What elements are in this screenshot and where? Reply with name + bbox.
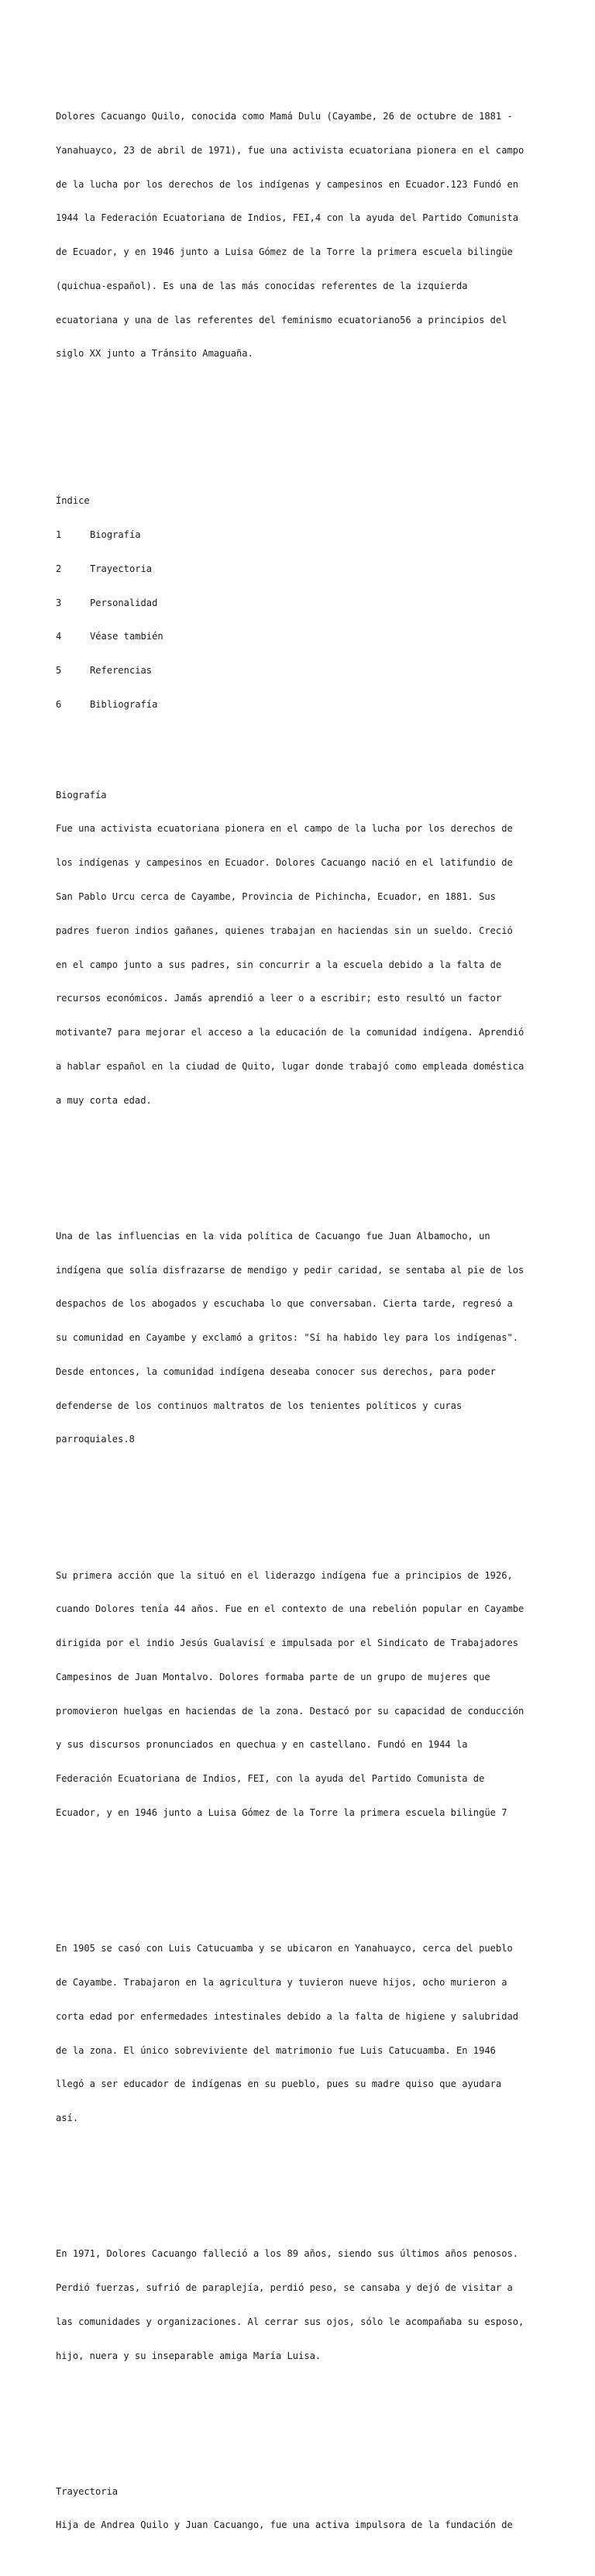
text-line: motivante7 para mejorar el acceso a la educación de la comunidad indígena. Aprendió [56, 1027, 524, 1038]
text-line: En 1971, Dolores Cacuango falleció a los 89 años, siendo sus últimos años penosos. [56, 2248, 519, 2260]
text-line: Campesinos de Juan Montalvo. Dolores formaba parte de un grupo de mujeres que [56, 1671, 490, 1682]
paragraph [56, 1920, 552, 2147]
text-line: así. [56, 2113, 79, 2124]
text-line: en el campo junto a sus padres, sin concurrir a la escuela debido a la falta de [56, 959, 502, 970]
text-line: Desde entonces, la comunidad indígena deseaba conocer sus derechos, para poder [56, 1365, 496, 1377]
text-line: cuando Dolores tenía 44 años. Fue en el contexto de una rebelión popular en Cayambe [56, 1603, 524, 1615]
paragraph [56, 2226, 552, 2384]
intro-paragraph [56, 88, 552, 382]
toc-item[interactable] [56, 631, 552, 642]
text-line: Su primera acción que la situó en el liderazgo indígena fue a principios de 1926, [56, 1569, 513, 1581]
text-line: de la zona. El único sobreviviente del matrimonio fue Luis Catucuamba. En 1946 [56, 2044, 496, 2056]
toc-item-number: 6 [56, 698, 62, 710]
document-page [56, 54, 552, 2576]
toc-item-label: Bibliografía [90, 698, 158, 710]
toc-item-label: Referencias [90, 665, 153, 677]
text-line: En 1905 se casó con Luis Catucuamba y se ubicaron en Yanahuayco, cerca del pueblo [56, 1943, 513, 1954]
paragraph [56, 1208, 552, 1469]
toc-item[interactable] [56, 563, 552, 575]
text-line: Ecuador, y en 1946 junto a Luisa Gómez de la Torre la primera escuela bilingüe 7 [56, 1807, 507, 1819]
toc-item-label: Véase también [90, 631, 163, 642]
toc-item[interactable] [56, 699, 552, 711]
text-line: Perdió fuerzas, sufrió de paraplejía, perdió peso, se cansaba y dejó de visitar a [56, 2282, 513, 2293]
text-line: defenderse de los continuos maltratos de los tenientes políticos y curas [56, 1400, 463, 1411]
section-biografia [56, 766, 552, 1128]
toc-item[interactable] [56, 529, 552, 541]
text-line: despachos de los abogados y escuchaba lo que conversaban. Cierta tarde, regresó a [56, 1298, 513, 1310]
text-line: corta edad por enfermedades intestinales debido a la falta de higiene y salubridad [56, 2010, 519, 2022]
section-heading: Trayectoria [56, 2485, 119, 2497]
text-line: siglo XX junto a Tránsito Amaguaña. [56, 348, 253, 360]
text-line: promovieron huelgas en haciendas de la zona. Destacó por su capacidad de conducción [56, 1705, 524, 1717]
text-line: de la lucha por los derechos de los indígenas y campesinos en Ecuador.123 Fundó en [56, 178, 519, 190]
text-line: de Ecuador, y en 1946 junto a Luisa Gómez de la Torre la primera escuela bilingüe [56, 246, 513, 258]
text-line: llegó a ser educador de indígenas en su pueblo, pues su madre quiso que ayudara [56, 2078, 502, 2090]
text-line: Dolores Cacuango Quilo, conocida como Mamá Dulu (Cayambe, 26 de octubre de 1881 - [56, 110, 513, 122]
section-heading: Biografía [56, 789, 107, 801]
paragraph [56, 1547, 552, 1841]
toc-item-number: 5 [56, 665, 62, 677]
toc-item-label: Personalidad [90, 597, 158, 608]
text-line: Federación Ecuatoriana de Indios, FEI, con la ayuda del Partido Comunista de [56, 1773, 485, 1785]
section-trayectoria [56, 2463, 552, 2554]
text-line: Hija de Andrea Quilo y Juan Cacuango, fue una activa impulsora de la fundación de [56, 2519, 513, 2531]
toc-item-number: 4 [56, 631, 62, 642]
toc-item-label: Biografía [90, 529, 141, 540]
text-line: (quichua-español). Es una de las más conocidas referentes de la izquierda [56, 280, 468, 291]
text-line: parroquiales.8 [56, 1434, 135, 1445]
toc-title: Índice [56, 495, 90, 507]
toc-item[interactable] [56, 665, 552, 677]
toc-item-number: 3 [56, 597, 62, 608]
text-line: su comunidad en Cayambe y exclamó a gritos: "Sí ha habido ley para los indígenas". [56, 1332, 519, 1344]
toc-item-label: Trayectoria [90, 563, 153, 574]
text-line: y sus discursos pronunciados en quechua y en castellano. Fundó en 1944 la [56, 1739, 468, 1751]
text-line: a hablar español en la ciudad de Quito, lugar donde trabajó como empleada doméstica [56, 1060, 524, 1072]
text-line: Yanahuayco, 23 de abril de 1971), fue una activista ecuatoriana pionera en el campo [56, 144, 524, 156]
text-line: padres fueron indios gañanes, quienes trabajan en haciendas sin un sueldo. Creció [56, 925, 513, 936]
toc-item-number: 1 [56, 529, 62, 540]
text-line: a muy corta edad. [56, 1094, 152, 1106]
toc-item[interactable] [56, 598, 552, 609]
text-line: los indígenas y campesinos en Ecuador. Dolores Cacuango nació en el latifundio de [56, 857, 513, 869]
text-line: recursos económicos. Jamás aprendió a leer o a escribir; esto resultó un factor [56, 993, 502, 1004]
text-line: ecuatoriana y una de las referentes del feminismo ecuatoriano56 a principios del [56, 314, 507, 325]
text-line: de Cayambe. Trabajaron en la agricultura y tuvieron nueve hijos, ocho murieron a [56, 1976, 507, 1988]
text-line: dirigida por el indio Jesús Gualavisí e impulsada por el Sindicato de Trabajadores [56, 1638, 519, 1649]
text-line: Fue una activista ecuatoriana pionera en el campo de la lucha por los derechos de [56, 823, 513, 835]
text-line: 1944 la Federación Ecuatoriana de Indios, FEI,4 con la ayuda del Partido Comunista [56, 212, 519, 224]
toc-item-number: 2 [56, 563, 62, 574]
table-of-contents [56, 473, 552, 733]
text-line: indígena que solía disfrazarse de mendigo y pedir caridad, se sentaba al pie de los [56, 1264, 524, 1276]
text-line: las comunidades y organizaciones. Al cerrar sus ojos, sólo le acompañaba su esposo, [56, 2316, 524, 2327]
text-line: San Pablo Urcu cerca de Cayambe, Provincia de Pichincha, Ecuador, en 1881. Sus [56, 890, 496, 902]
text-line: Una de las influencias en la vida política de Cacuango fue Juan Albamocho, un [56, 1230, 490, 1242]
text-line: hijo, nuera y su inseparable amiga María Luisa. [56, 2350, 322, 2361]
